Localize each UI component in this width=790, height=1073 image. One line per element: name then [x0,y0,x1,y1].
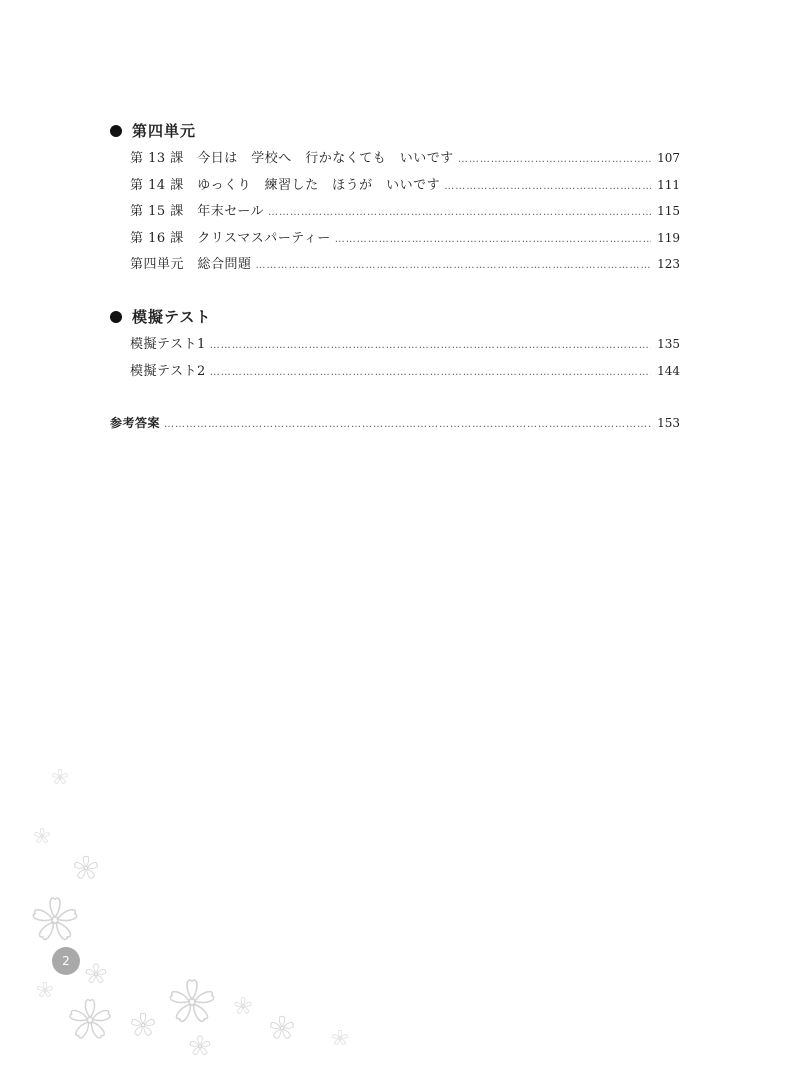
dot-leader [444,174,651,201]
toc-entry-label: 第 15 課 年末セール [130,204,265,219]
toc-entry-page: 119 [657,230,680,245]
dot-leader [458,147,651,174]
toc-entry-label: 参考答案 [110,416,161,430]
section-title-text: 第四単元 [132,122,197,140]
toc-entry-mock-test-1[interactable] [110,331,680,358]
blossom-icon [170,980,215,1023]
toc-entry-unit4-review[interactable] [110,251,680,278]
toc-entry-page: 153 [657,416,680,430]
toc-entry-label: 第四単元 総合問題 [130,257,252,272]
section-title-unit4 [110,120,680,142]
toc-entry-lesson16[interactable] [110,225,680,252]
toc-entry-page: 123 [657,257,680,271]
toc-entry-answers[interactable] [110,410,680,437]
section-mock-tests [110,306,680,384]
toc-entry-lesson14[interactable] [110,172,680,199]
cherry-blossom-decoration [0,740,400,1073]
dot-leader [164,412,651,439]
toc-entry-mock-test-2[interactable] [110,358,680,385]
toc-entry-label: 第 13 課 今日は 学校へ 行かなくても いいです [130,151,454,166]
toc-entry-page: 144 [657,363,680,378]
blossom-icon [270,1016,294,1039]
dot-leader [268,200,651,227]
blossom-icon [190,1036,211,1056]
blossom-icon [86,964,107,984]
toc-entry-lesson15[interactable] [110,198,680,225]
blossom-icon [37,982,53,997]
section-answers [110,410,680,437]
toc-entry-label: 模擬テスト1 [130,337,206,352]
dot-leader [335,227,651,254]
page-number-badge: 2 [52,947,80,975]
blossom-icon [34,828,50,843]
toc-entry-label: 第 16 課 クリスマスパーティー [130,230,331,246]
section-title-mock-tests [110,306,680,328]
blossom-icon [131,1013,155,1036]
toc-entry-lesson13[interactable] [110,145,680,172]
blossom-icon [332,1030,348,1045]
toc-entry-label: 第 14 課 ゆっくり 練習した ほうが いいです [130,177,441,193]
section-unit4 [110,120,680,278]
blossom-icon [52,769,68,784]
toc-entry-page: 115 [657,204,680,218]
dot-leader [256,253,652,280]
blossom-icon [74,856,98,879]
toc-entry-page: 135 [657,337,680,351]
toc-entry-label: 模擬テスト2 [130,363,206,379]
blossom-icon [234,998,251,1014]
section-title-text: 模擬テスト [132,308,212,326]
blossom-icon [69,1000,110,1039]
dot-leader [210,360,651,387]
dot-leader [210,333,651,360]
toc-entry-page: 111 [657,177,680,192]
bullet-icon [110,311,122,323]
bullet-icon [110,125,122,137]
toc-entry-page: 107 [657,151,680,165]
blossom-icon [33,898,78,941]
